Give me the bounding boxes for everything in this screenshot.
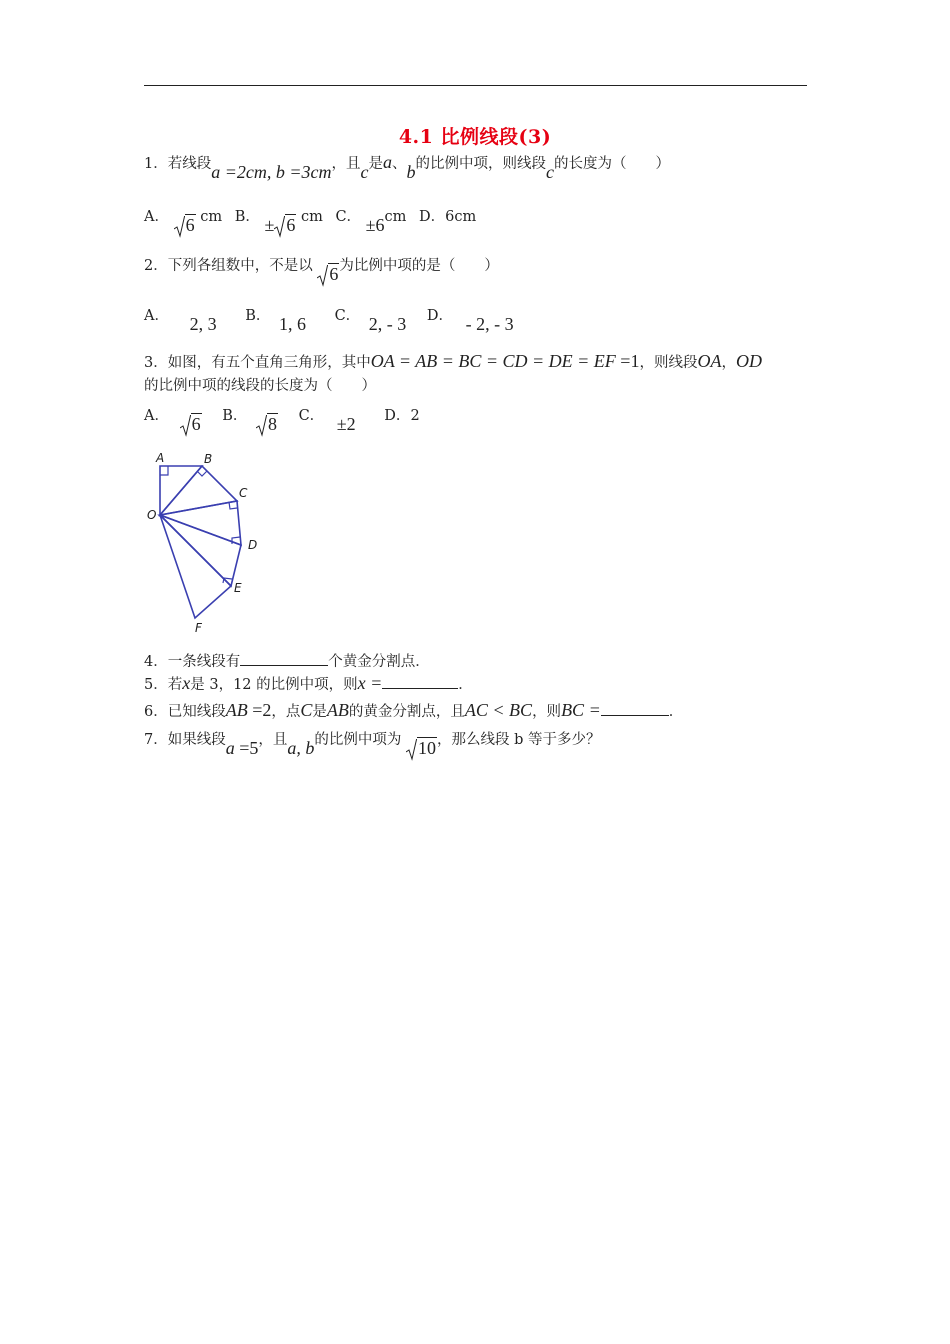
q6-math-bc-eq: BC =: [561, 700, 601, 720]
q3-text: ，: [721, 355, 736, 371]
q2-sqrt: 6: [317, 264, 339, 286]
q6-math-c: C: [300, 700, 313, 720]
q5-math-x-eq: x =: [357, 673, 383, 693]
point-label-o: O: [147, 508, 157, 522]
q1-math-c: c: [360, 162, 369, 182]
right-angle-mark-b: [197, 471, 207, 476]
q1-math-b: b: [406, 162, 416, 182]
q6-text: 是: [312, 704, 327, 720]
q1-math-ab: a =2cm, b =3cm: [211, 162, 332, 182]
triangle-oef: [160, 515, 231, 618]
right-angle-mark-a: [160, 466, 168, 475]
point-label-c: C: [239, 486, 248, 500]
q3-option-c-label: C．: [298, 408, 325, 424]
q7-math-ab: a, b: [287, 738, 315, 758]
question-4: [144, 651, 430, 672]
q3-option-b-label: B．: [222, 408, 248, 424]
q7-text: ，且: [258, 732, 288, 748]
q1-option-b-unit: cm: [300, 209, 323, 225]
q4-number: 4．: [144, 654, 168, 670]
point-label-e: E: [234, 581, 242, 595]
q2-text: 为比例中项的是（ ）: [339, 258, 499, 274]
q4-text: 个黄金分割点．: [328, 654, 430, 670]
question-1: [144, 152, 671, 182]
q4-text: 一条线段有: [167, 654, 241, 670]
q2-option-a-label: A．: [144, 308, 169, 324]
q1-options: [144, 205, 477, 235]
q5-answer-blank[interactable]: [382, 674, 458, 689]
q1-option-b-pm: ±: [264, 215, 275, 235]
q6-math-ab: AB: [326, 700, 349, 720]
q1-option-d-label: D．: [419, 209, 446, 225]
q1-math-c: c: [546, 162, 555, 182]
q5-text: 若: [167, 677, 183, 693]
q7-math-value: =5: [234, 738, 259, 758]
question-5: [144, 673, 473, 695]
q2-option-b-value: 1, 6: [278, 314, 306, 334]
question-7: [144, 728, 601, 758]
q1-option-b-label: B．: [234, 209, 260, 225]
q7-text: ，那么线段 b 等于多少？: [437, 732, 601, 748]
q3-math-value: =1: [615, 351, 640, 371]
q3-number: 3．: [144, 355, 168, 371]
point-label-a: A: [156, 451, 165, 465]
question-3: [144, 351, 762, 373]
q6-text: ，点: [271, 704, 301, 720]
q6-answer-blank[interactable]: [601, 701, 669, 716]
q2-option-c-value: 2, - 3: [368, 314, 407, 334]
q1-option-c-value: ±6: [365, 215, 385, 235]
triangle-ocd: [160, 501, 241, 545]
q3-math-od: OD: [735, 351, 762, 371]
question-6: [144, 700, 683, 722]
q3-option-c-value: ±2: [336, 414, 356, 434]
q2-options: [144, 304, 514, 334]
q6-text: ，则: [532, 704, 562, 720]
right-triangles-figure: [144, 446, 274, 638]
q5-text: 是 3，12 的比例中项，则: [190, 677, 358, 693]
q3-option-d-label: D．: [384, 408, 411, 424]
q6-math-value: =2: [247, 700, 272, 720]
q6-math-ab: AB: [225, 700, 248, 720]
right-angle-mark-c: [229, 502, 237, 509]
q6-number: 6．: [144, 704, 168, 720]
q6-text: 的黄金分割点，且: [348, 704, 465, 720]
q4-answer-blank[interactable]: [240, 651, 328, 666]
point-label-b: B: [204, 452, 213, 466]
point-label-f: F: [195, 621, 202, 635]
q3-option-a-sqrt: 6: [180, 414, 202, 436]
q6-text: 已知线段: [167, 704, 226, 720]
header-rule: [144, 85, 807, 86]
q1-text: 的长度为（ ）: [554, 156, 671, 172]
q1-text: ，且: [331, 156, 361, 172]
q7-number: 7．: [144, 732, 168, 748]
q1-option-a-label: A．: [144, 209, 169, 225]
q6-text: ．: [668, 704, 684, 720]
q2-option-b-label: B．: [245, 308, 271, 324]
q6-math-inequality: AC < BC: [464, 700, 533, 720]
q2-option-c-label: C．: [334, 308, 361, 324]
q1-option-a-unit: cm: [200, 209, 223, 225]
q3-option-d-value: 2: [410, 408, 420, 424]
q7-text: 如果线段: [167, 732, 226, 748]
q5-number: 5．: [144, 677, 168, 693]
q1-math-a: a: [383, 152, 393, 172]
q1-text: 、: [392, 156, 407, 172]
q2-number: 2．: [144, 258, 168, 274]
q1-option-c-label: C．: [335, 209, 362, 225]
q1-text: 若线段: [167, 156, 212, 172]
q3-math-equalities: OA = AB = BC = CD = DE = EF: [370, 351, 616, 371]
q3-text: ，则线段: [639, 355, 698, 371]
q2-option-a-value: 2, 3: [189, 314, 217, 334]
q3-option-b-sqrt: 8: [256, 414, 278, 436]
q1-text: 的比例中项，则线段: [415, 156, 547, 172]
q7-math-a: a: [225, 738, 235, 758]
question-2: [144, 254, 499, 284]
q3-option-a-label: A．: [144, 408, 169, 424]
q3-text: 如图，有五个直角三角形，其中: [167, 355, 371, 371]
q1-option-a-sqrt: 6: [174, 215, 196, 237]
q1-option-c-unit: cm: [384, 209, 407, 225]
q1-option-d-value: 6cm: [445, 209, 477, 225]
q1-number: 1．: [144, 156, 168, 172]
page-title: 4.1 比例线段(3): [398, 126, 552, 148]
q1-text: 是: [368, 156, 384, 172]
q5-math-x: x: [182, 673, 191, 693]
point-label-d: D: [248, 538, 258, 552]
q3-line-2: 的比例中项的线段的长度为（ ）: [144, 378, 376, 394]
q7-sqrt: 10: [406, 738, 437, 760]
q2-text: 下列各组数中，不是以: [167, 258, 313, 274]
q1-option-b-sqrt: 6: [274, 215, 296, 237]
q3-options: [144, 404, 420, 434]
q7-text: 的比例中项为: [314, 732, 402, 748]
q2-option-d-label: D．: [426, 308, 454, 324]
q5-text: ．: [458, 677, 473, 693]
q2-option-d-value: - 2, - 3: [465, 314, 514, 334]
q3-math-oa: OA: [697, 351, 722, 371]
